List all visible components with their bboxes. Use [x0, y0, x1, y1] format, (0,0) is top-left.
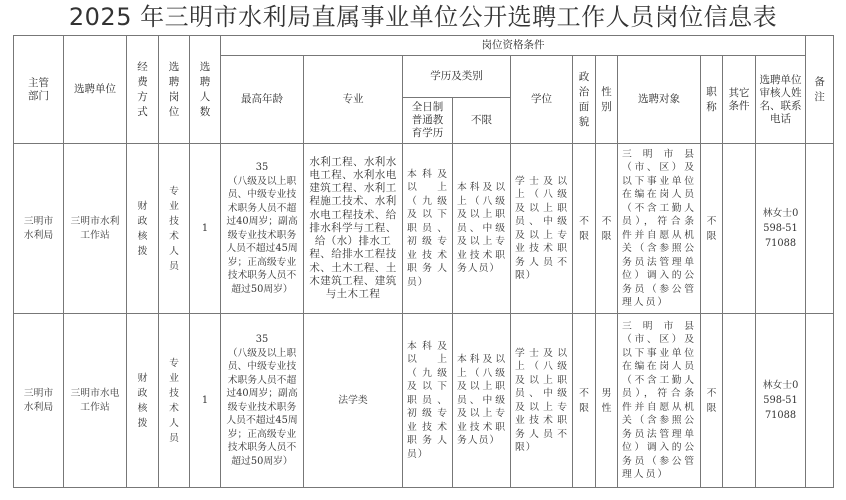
- header-edu-unlimited: 不限: [453, 98, 511, 144]
- cell-dept: 三明市水利局: [14, 314, 64, 488]
- cell-title-rank: 不限: [701, 314, 723, 488]
- cell-edu-fulltime: 本科及以上（九级及以下职员、初级专业技术职务人员）: [403, 144, 453, 314]
- cell-unit: 三明市水利工作站: [64, 144, 127, 314]
- cell-count: 1: [190, 314, 221, 488]
- cell-edu-unlimited: 本科及以上（八级及以上职员、中级及以上专业技术职务人员）: [453, 314, 511, 488]
- header-funding: 经费方式: [127, 36, 159, 144]
- cell-edu-unlimited: 本科及以上（八级及以上职员、中级及以上专业技术职务人员）: [453, 144, 511, 314]
- table-row: [14, 314, 834, 488]
- cell-remarks: [806, 144, 834, 314]
- header-gender: 性别: [596, 56, 618, 144]
- cell-gender: 不限: [596, 144, 618, 314]
- positions-table: [13, 35, 834, 488]
- cell-contact: 林女士0598-5171088: [756, 144, 806, 314]
- header-contact: 选聘单位审核人姓名、联系电话: [756, 56, 806, 144]
- header-target: 选聘对象: [618, 56, 701, 144]
- header-count: 选聘人数: [190, 36, 221, 144]
- cell-edu-fulltime: 本科及以上（九级及以下职员、初级专业技术职务人员）: [403, 314, 453, 488]
- cell-funding: 财政核拨: [127, 314, 159, 488]
- header-post: 选聘岗位: [159, 36, 190, 144]
- cell-major: 法学类: [304, 314, 403, 488]
- cell-political: 不限: [573, 144, 596, 314]
- cell-funding: 财政核拨: [127, 144, 159, 314]
- header-unit: 选聘单位: [64, 36, 127, 144]
- header-dept: 主管部门: [14, 36, 64, 144]
- header-major: 专业: [304, 56, 403, 144]
- cell-max-age: 35 （八级及以上职员、中级专业技术职务人员不超过40周岁；副高级专业技术职务人员不超过45周岁；正高级专业技术职务人员不超过50周岁）: [221, 144, 304, 314]
- cell-gender: 男性: [596, 314, 618, 488]
- header-remarks: 备注: [806, 36, 834, 144]
- header-education: 学历及类别: [403, 56, 511, 98]
- header-qualifications: 岗位资格条件: [221, 36, 806, 56]
- cell-remarks: [806, 314, 834, 488]
- cell-other: [723, 144, 756, 314]
- cell-dept: 三明市水利局: [14, 144, 64, 314]
- cell-degree: 学士及以上（八级及以上职员、中级及以上专业技术职务人员不限）: [511, 144, 573, 314]
- cell-title-rank: 不限: [701, 144, 723, 314]
- cell-count: 1: [190, 144, 221, 314]
- cell-post: 专业技术人员: [159, 314, 190, 488]
- cell-major: 水利工程、水利水电工程、水利水电建筑工程、水利工程施工技术、水利水电工程技术、给排水科学与工程、给（水）排水工程、给排水工程技术、土木工程、土木建筑工程、建筑与土木工程: [304, 144, 403, 314]
- cell-contact: 林女士0598-5171088: [756, 314, 806, 488]
- cell-unit: 三明市水电工作站: [64, 314, 127, 488]
- cell-degree: 学士及以上（八级及以上职员、中级及以上专业技术职务人员不限）: [511, 314, 573, 488]
- cell-target: 三明市县（市、区）及以下事业单位在编在岗人员（不含工勤人员），符合条件并自愿从机关（含参照公务员法管理单位）调入的公务员（参公管理人员）: [618, 144, 701, 314]
- cell-target: 三明市县（市、区）及以下事业单位在编在岗人员（不含工勤人员），符合条件并自愿从机关（含参照公务员法管理单位）调入的公务员（参公管理人员）: [618, 314, 701, 488]
- header-title-rank: 职称: [701, 56, 723, 144]
- cell-max-age: 35 （八级及以上职员、中级专业技术职务人员不超过40周岁；副高级专业技术职务人员不超过45周岁；正高级专业技术职务人员不超过50周岁）: [221, 314, 304, 488]
- header-degree: 学位: [511, 56, 573, 144]
- header-edu-fulltime: 全日制普通教育学历: [403, 98, 453, 144]
- cell-other: [723, 314, 756, 488]
- table-row: [14, 144, 834, 314]
- cell-post: 专业技术人员: [159, 144, 190, 314]
- header-political: 政治面貌: [573, 56, 596, 144]
- header-max-age: 最高年龄: [221, 56, 304, 144]
- header-other: 其它条件: [723, 56, 756, 144]
- cell-political: 不限: [573, 314, 596, 488]
- page-title: 2025 年三明市水利局直属事业单位公开选聘工作人员岗位信息表: [68, 3, 778, 31]
